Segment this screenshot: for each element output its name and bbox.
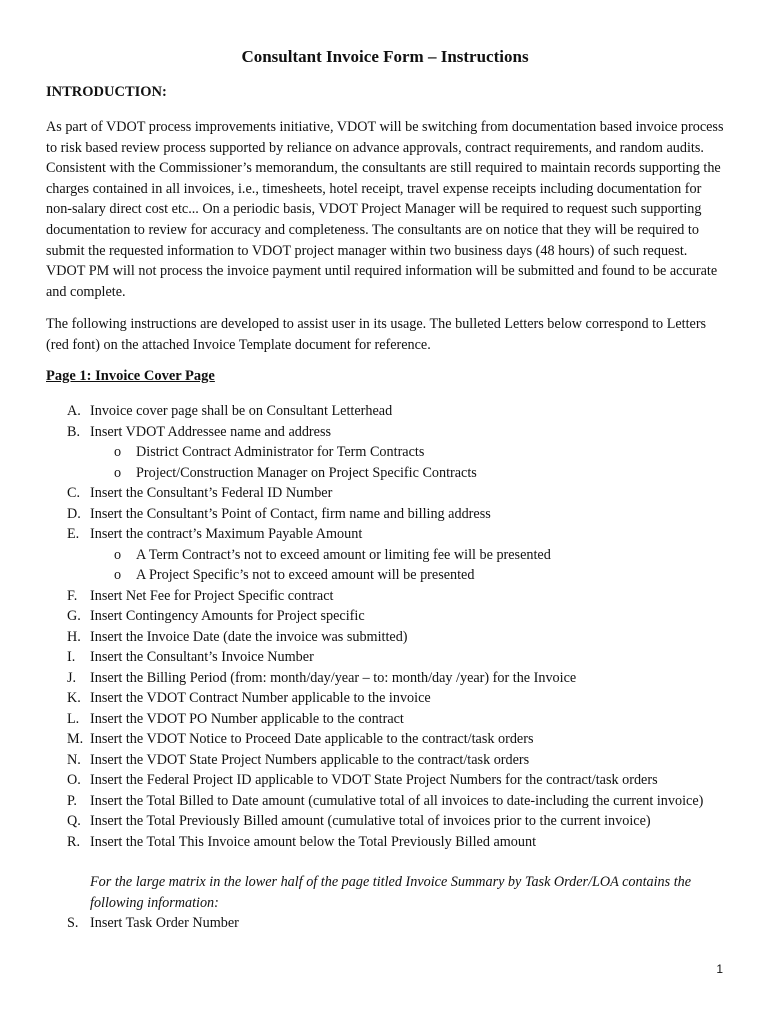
bullet-icon: o [114,546,122,563]
list-marker: F. [67,587,78,604]
list-item-text: Insert the contract’s Maximum Payable Amount [90,526,363,542]
list-marker: J. [67,669,77,686]
list-item [0,688,710,709]
sub-list-item-text: Project/Construction Manager on Project Specific Contracts [136,464,477,481]
list-marker: L. [67,710,80,727]
list-marker: C. [67,485,81,501]
list-marker: K. [67,690,81,706]
list-item-text: Insert the VDOT Notice to Proceed Date applicable to the contract/task orders [90,731,534,747]
page-title: Consultant Invoice Form – Instructions [241,47,529,66]
list-marker: H. [67,628,81,645]
sub-list-item [0,463,736,484]
list-item-text: Insert the Total Previously Billed amount (cumulative total of invoices prior to the current invoice) [90,813,651,829]
list-item-text: Insert the Invoice Date (date the invoice was submitted) [90,628,408,645]
list-item-text: Insert Contingency Amounts for Project specific [90,608,365,624]
list-marker: Q. [67,813,81,829]
list-item [0,647,710,668]
list-item-text: Insert Task Order Number [90,915,239,931]
list-item-text: Insert VDOT Addressee name and address [90,423,331,440]
list-item [0,627,710,648]
sub-list-item [0,545,736,566]
list-item-text: Insert the Federal Project ID applicable to VDOT State Project Numbers for the contract/task orders [90,772,658,788]
list-marker: P. [67,792,77,809]
list-marker: A. [67,403,81,419]
list-marker: O. [67,772,81,788]
list-item [0,709,710,730]
sub-list-item [0,442,736,463]
sub-list-item-text: A Term Contract’s not to exceed amount or limiting fee will be presented [136,546,551,563]
list-item [0,504,710,525]
list-item [0,606,710,627]
list-item-text: Insert the Consultant’s Invoice Number [90,649,314,665]
matrix-note: For the large matrix in the lower half of the page titled Invoice Summary by Task Order/LOA contains the following information: [90,874,692,911]
sub-list-item [0,565,736,586]
list-item [0,791,710,812]
list-item-text: Insert the Consultant’s Point of Contact, firm name and billing address [90,505,491,522]
list-item [0,401,710,422]
list-item-text: Insert the Billing Period (from: month/day/year – to: month/day /year) for the Invoice [90,669,577,686]
list-item [0,422,710,443]
intro-paragraph: As part of VDOT process improvements initiative, VDOT will be switching from documentation based invoice process to risk based review process supported by reliance on advance approvals, contract requirements, and random audits. Consistent with the Commissioner’s memorandum, the consultants are still required to maintain records supporting the charges contained in all invoices, i.e., timesheets, hotel receipt, travel expense receipts including documentation for non-salary direct cost etc... On a periodic basis, VDOT Project Manager will be required to request such supporting documentation to review for accuracy and completeness. The consultants are on notice that they will be required to submit the requested information to VDOT project manager within two business days (48 hours) of such request. VDOT PM will not process the invoice payment until required information will be submitted and found to be accurate and complete. [46,119,724,300]
page-number: 1 [716,962,723,976]
list-marker: N. [67,751,81,768]
list-item [0,586,710,607]
list-item-text: Invoice cover page shall be on Consultant Letterhead [90,403,393,419]
list-item [0,832,710,853]
list-marker: R. [67,833,81,850]
list-marker: D. [67,505,81,522]
list-marker: G. [67,608,81,624]
list-marker: E. [67,526,80,542]
bullet-icon: o [114,567,122,583]
instruction-list [0,401,770,934]
list-item-text: Insert the VDOT State Project Numbers applicable to the contract/task orders [90,751,530,768]
list-item [0,913,710,934]
list-item [0,770,710,791]
list-marker: M. [67,731,84,747]
sub-list-item-text: A Project Specific’s not to exceed amount will be presented [136,567,475,583]
list-item-text: Insert the Total Billed to Date amount (cumulative total of all invoices to date-including the current invoice) [90,792,704,809]
bullet-icon: o [114,464,122,481]
list-marker: S. [67,915,79,931]
sub-list-item-text: District Contract Administrator for Term Contracts [136,444,425,460]
list-item-text: Insert the VDOT Contract Number applicable to the invoice [90,690,431,706]
list-item-text: Insert Net Fee for Project Specific contract [90,587,334,604]
list-item [0,524,710,545]
list-item [0,811,710,832]
list-marker: B. [67,423,81,440]
list-item-text: Insert the VDOT PO Number applicable to the contract [90,710,404,727]
list-item [0,668,710,689]
list-item [0,750,710,771]
list-item [0,483,710,504]
section-heading: Page 1: Invoice Cover Page [46,368,215,384]
list-item-text: Insert the Consultant’s Federal ID Number [90,485,333,501]
instructions-paragraph: The following instructions are developed to assist user in its usage. The bulleted Letters below correspond to Letters (red font) on the attached Invoice Template document for reference. [46,316,707,353]
list-item-text: Insert the Total This Invoice amount below the Total Previously Billed amount [90,833,537,850]
bullet-icon: o [114,444,122,460]
list-item [0,729,710,750]
intro-heading: INTRODUCTION: [46,84,167,100]
list-marker: I. [67,649,76,665]
